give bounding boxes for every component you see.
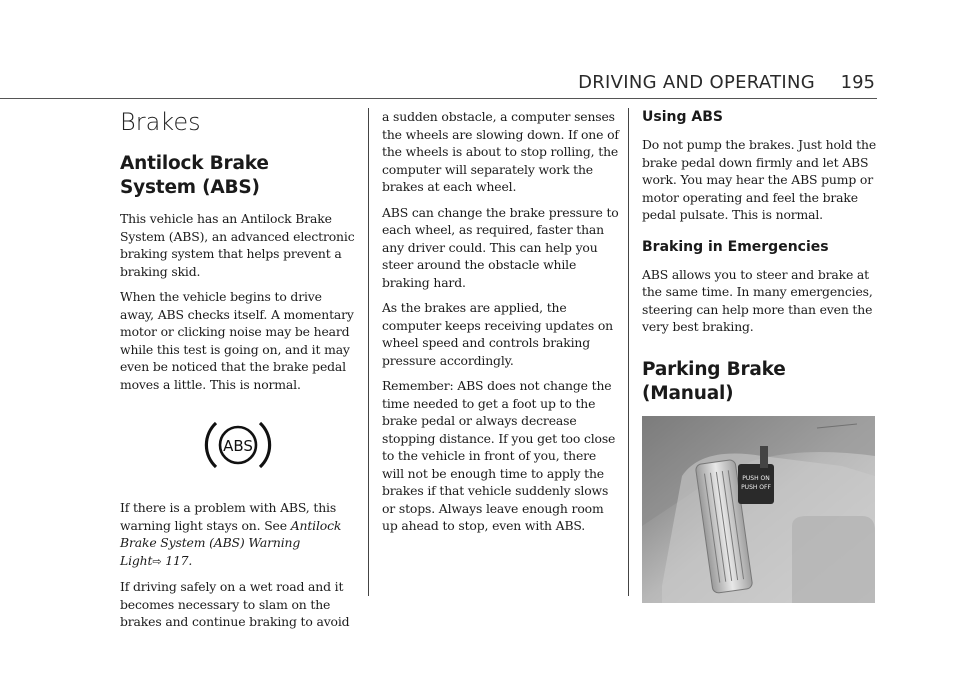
photo-label-push-on: PUSH ON bbox=[742, 474, 770, 482]
column-divider bbox=[368, 108, 369, 596]
section-heading-brakes: Brakes bbox=[120, 108, 201, 136]
paragraph: As the brakes are applied, the computer keeps receiving updates on wheel speed and controls braking pressure accordingly. bbox=[382, 300, 613, 368]
paragraph: Remember: ABS does not change the time needed to get a foot up to the brake pedal or always decrease stopping distance. If you get too close to the vehicle in front of you, there will not be enough time to apply the brakes if that vehicle suddenly slows or stops. Always leave enough room up ahead to stop, even with ABS. bbox=[382, 378, 616, 533]
paragraph: When the vehicle begins to drive away, ABS checks itself. A momentary motor or clicking noise may be heard while this test is going on, and it may even be noticed that the brake pedal moves a little. This is normal. bbox=[120, 289, 354, 392]
column-3 bbox=[642, 108, 876, 603]
heading-line-1: Antilock Brake bbox=[120, 153, 269, 174]
paragraph: This vehicle has an Antilock Brake System (ABS), an advanced electronic braking system that helps prevent a braking skid. bbox=[120, 211, 355, 279]
column-1 bbox=[120, 108, 368, 639]
heading-line-2: System (ABS) bbox=[120, 177, 260, 198]
paragraph: a sudden obstacle, a computer senses the wheels are slowing down. If one of the wheels is about to stop rolling, the computer will separately work the brakes at each wheel. bbox=[382, 109, 619, 194]
column-2 bbox=[382, 108, 628, 543]
paragraph: ABS allows you to steer and brake at the same time. In many emergencies, steering can help more than even the very best braking. bbox=[642, 266, 873, 334]
paragraph: Do not pump the brakes. Just hold the brake pedal down firmly and let ABS work. You may hear the ABS pump or motor operating and feel the brake pedal pulsate. This is normal. bbox=[642, 137, 877, 222]
paragraph: ABS can change the brake pressure to each wheel, as required, faster than any driver could. This can help you steer around the obstacle while braking hard. bbox=[382, 204, 619, 290]
abs-warning-light-icon bbox=[202, 419, 274, 471]
parking-brake-pedal-photo bbox=[642, 416, 875, 603]
photo-label-push-off: PUSH OFF bbox=[741, 483, 771, 491]
paragraph-with-reference bbox=[120, 499, 368, 570]
heading-braking-in-emergencies: Braking in Emergencies bbox=[642, 238, 829, 255]
heading-using-abs: Using ABS bbox=[642, 109, 723, 125]
heading-antilock-brake-system bbox=[120, 152, 368, 200]
cross-reference-link[interactable]: Antilock Brake System (ABS) Warning Light bbox=[120, 517, 342, 568]
page-number: 195 bbox=[840, 72, 875, 93]
page-reference-arrow-icon: ⇨ bbox=[152, 554, 162, 568]
heading-parking-brake-manual: Parking Brake (Manual) bbox=[642, 358, 786, 404]
paragraph-text: If there is a problem with ABS, this warning light stays on. See bbox=[120, 500, 337, 533]
paragraph: If driving safely on a wet road and it becomes necessary to slam on the brakes and continue braking to avoid bbox=[120, 579, 350, 629]
column-divider bbox=[628, 108, 629, 596]
section-title: DRIVING AND OPERATING bbox=[578, 72, 815, 93]
cross-reference-page[interactable]: 117. bbox=[161, 552, 193, 568]
page-header bbox=[0, 60, 877, 99]
abs-icon-label: ABS bbox=[223, 437, 253, 455]
